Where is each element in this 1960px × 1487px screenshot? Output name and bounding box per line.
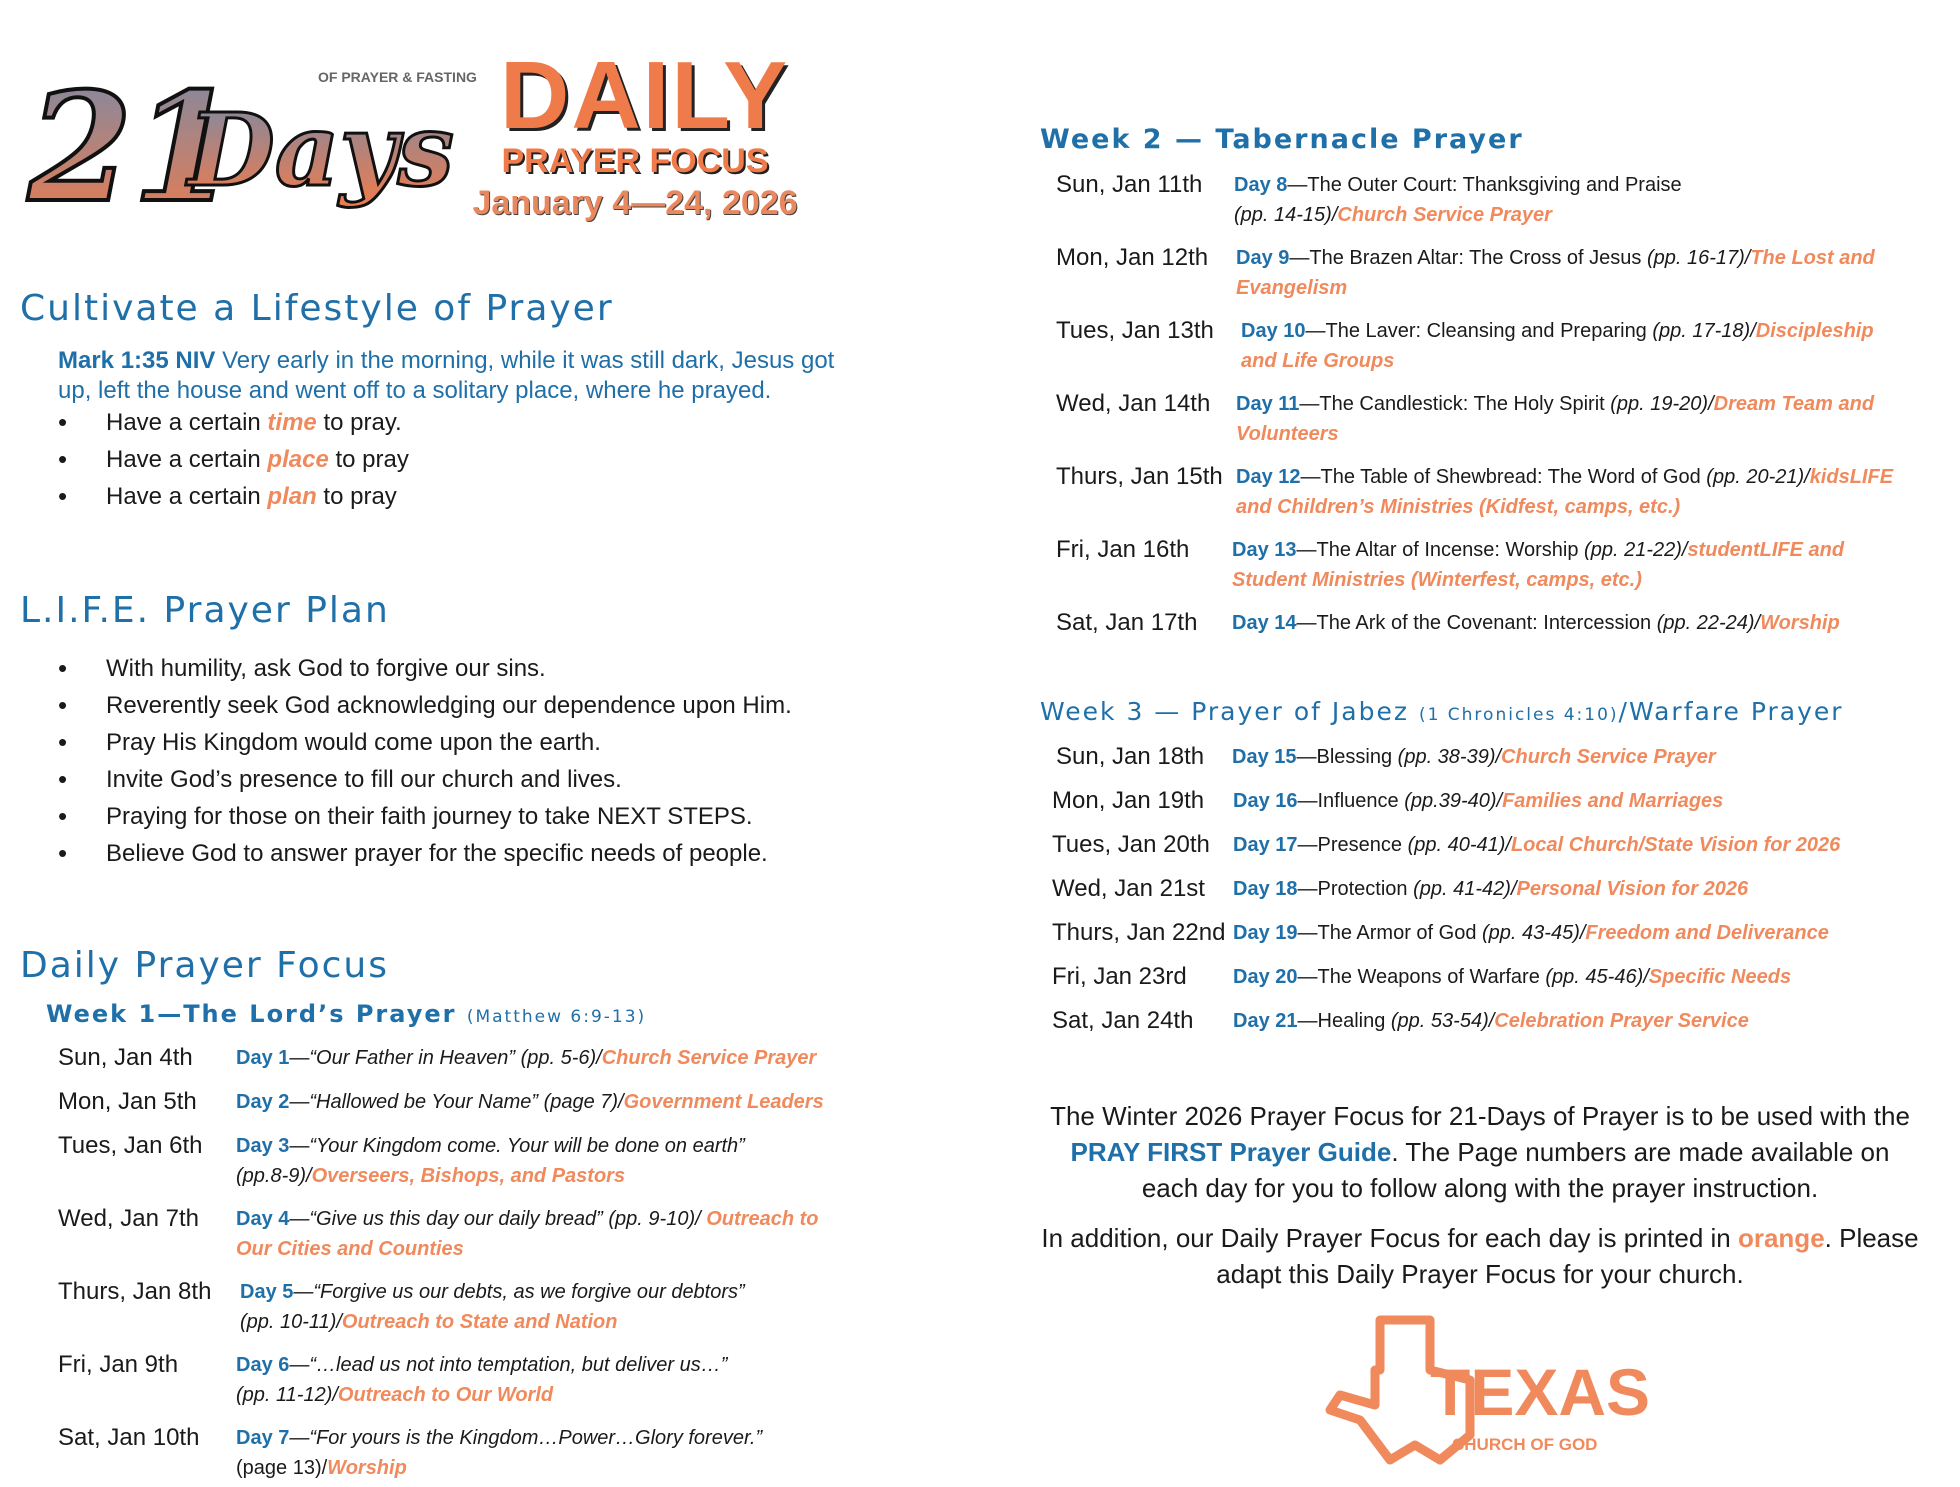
list-item: • With humility, ask God to forgive our sins. bbox=[58, 650, 858, 687]
21-days-logo bbox=[28, 50, 477, 236]
list-item: • Have a certain time to pray. bbox=[58, 404, 838, 441]
date-range: January 4—24, 2026 bbox=[472, 184, 798, 222]
table-row: Sun, Jan 4th Day 1—“Our Father in Heaven” (pp. 5-6)/Church Service Prayer bbox=[58, 1044, 817, 1071]
week2-title: Week 2 — Tabernacle Prayer bbox=[1040, 124, 1524, 155]
svg-text:21: 21 bbox=[28, 60, 237, 236]
svg-text:Days: Days bbox=[188, 91, 454, 209]
daily-heading: DAILY bbox=[500, 42, 790, 149]
table-row: Thurs, Jan 22nd Day 19—The Armor of God (pp. 43-45)/Freedom and Deliverance bbox=[1052, 919, 1829, 946]
table-row: Sat, Jan 17th Day 14—The Ark of the Covenant: Intercession (pp. 22-24)/Worship bbox=[1056, 609, 1840, 636]
week1-title: Week 1—The Lord’s Prayer (Matthew 6:9-13) bbox=[46, 1000, 647, 1028]
lifestyle-title: Cultivate a Lifestyle of Prayer bbox=[20, 288, 614, 329]
prayer-guide-name: PRAY FIRST Prayer Guide bbox=[1070, 1137, 1392, 1167]
list-item: • Praying for those on their faith journey to take NEXT STEPS. bbox=[58, 798, 858, 835]
life-plan-title: L.I.F.E. Prayer Plan bbox=[20, 590, 390, 631]
table-row: Wed, Jan 14th Day 11—The Candlestick: The Holy Spirit (pp. 19-20)/Dream Team and Volunteers bbox=[1056, 390, 1875, 445]
table-row: Fri, Jan 23rd Day 20—The Weapons of Warfare (pp. 45-46)/Specific Needs bbox=[1052, 963, 1792, 990]
table-row: Thurs, Jan 8th Day 5—“Forgive us our debts, as we forgive our debtors” (pp. 10-11)/Outreach to State and Nation bbox=[58, 1278, 745, 1333]
verse-text: Very early in the morning, while it was still dark, Jesus got up, left the house and went off to a solitary place, where he prayed. bbox=[58, 347, 835, 404]
scripture-verse bbox=[58, 346, 858, 406]
orange-note: In addition, our Daily Prayer Focus for each day is printed in orange. Please adapt this Daily Prayer Focus for your church. bbox=[1041, 1223, 1919, 1289]
verse-reference: Mark 1:35 NIV bbox=[58, 347, 216, 374]
list-item: • Reverently seek God acknowledging our dependence upon Him. bbox=[58, 687, 858, 724]
table-row: Thurs, Jan 15th Day 12—The Table of Shewbread: The Word of God (pp. 20-21)/kidsLIFE and Children’s Ministries (Kidfest, camps, etc.) bbox=[1056, 463, 1894, 518]
life-plan-bullets bbox=[58, 650, 858, 872]
table-row: Wed, Jan 7th Day 4—“Give us this day our daily bread” (pp. 9-10)/ Outreach to Our Cities and Counties bbox=[58, 1205, 819, 1260]
daily-focus-title: Daily Prayer Focus bbox=[20, 945, 389, 986]
table-row: Mon, Jan 19th Day 16—Influence (pp.39-40)/Families and Marriages bbox=[1052, 787, 1724, 814]
table-row: Tues, Jan 6th Day 3—“Your Kingdom come. Your will be done on earth” (pp.8-9)/Overseers, Bishops, and Pastors bbox=[58, 1132, 745, 1187]
list-item: • Invite God’s presence to fill our church and lives. bbox=[58, 761, 858, 798]
table-row: Sat, Jan 10th Day 7—“For yours is the Kingdom…Power…Glory forever.” (page 13)/Worship bbox=[58, 1424, 763, 1479]
lifestyle-bullets bbox=[58, 404, 838, 515]
prayer-focus-heading: PRAYER FOCUS bbox=[501, 142, 769, 180]
table-row: Sat, Jan 24th Day 21—Healing (pp. 53-54)/Celebration Prayer Service bbox=[1052, 1007, 1749, 1034]
list-item: • Have a certain plan to pray bbox=[58, 478, 838, 515]
table-row: Wed, Jan 21st Day 18—Protection (pp. 41-42)/Personal Vision for 2026 bbox=[1052, 875, 1749, 902]
table-row: Tues, Jan 20th Day 17—Presence (pp. 40-41)/Local Church/State Vision for 2026 bbox=[1052, 831, 1841, 858]
week3-title: Week 3 — Prayer of Jabez (1 Chronicles 4:10)/Warfare Prayer bbox=[1040, 697, 1844, 726]
list-item: • Pray His Kingdom would come upon the earth. bbox=[58, 724, 858, 761]
usage-note: The Winter 2026 Prayer Focus for 21-Days of Prayer is to be used with the PRAY FIRST Prayer Guide. The Page numbers are made available on each day for you to follow along with the prayer instruction. bbox=[1050, 1101, 1910, 1203]
svg-text:OF PRAYER & FASTING: OF PRAYER & FASTING bbox=[318, 69, 477, 85]
svg-text:TEXAS: TEXAS bbox=[1430, 1355, 1651, 1429]
table-row: Mon, Jan 5th Day 2—“Hallowed be Your Name” (page 7)/Government Leaders bbox=[58, 1088, 824, 1115]
texas-church-of-god-logo bbox=[1320, 1310, 1651, 1470]
table-row: Mon, Jan 12th Day 9—The Brazen Altar: The Cross of Jesus (pp. 16-17)/The Lost and Evangelism bbox=[1056, 244, 1875, 299]
table-row: Sun, Jan 11th Day 8—The Outer Court: Thanksgiving and Praise (pp. 14-15)/Church Service Prayer bbox=[1056, 171, 1682, 226]
table-row: Sun, Jan 18th Day 15—Blessing (pp. 38-39)/Church Service Prayer bbox=[1056, 743, 1716, 770]
table-row: Tues, Jan 13th Day 10—The Laver: Cleansing and Preparing (pp. 17-18)/Discipleship and Life Groups bbox=[1056, 317, 1874, 372]
table-row: Fri, Jan 16th Day 13—The Altar of Incense: Worship (pp. 21-22)/studentLIFE and Student Ministries (Winterfest, camps, etc.) bbox=[1056, 536, 1845, 591]
list-item: • Believe God to answer prayer for the specific needs of people. bbox=[58, 835, 858, 872]
svg-text:CHURCH OF GOD: CHURCH OF GOD bbox=[1452, 1435, 1598, 1454]
list-item: • Have a certain place to pray bbox=[58, 441, 838, 478]
table-row: Fri, Jan 9th Day 6—“…lead us not into temptation, but deliver us…” (pp. 11-12)/Outreach to Our World bbox=[58, 1351, 728, 1406]
